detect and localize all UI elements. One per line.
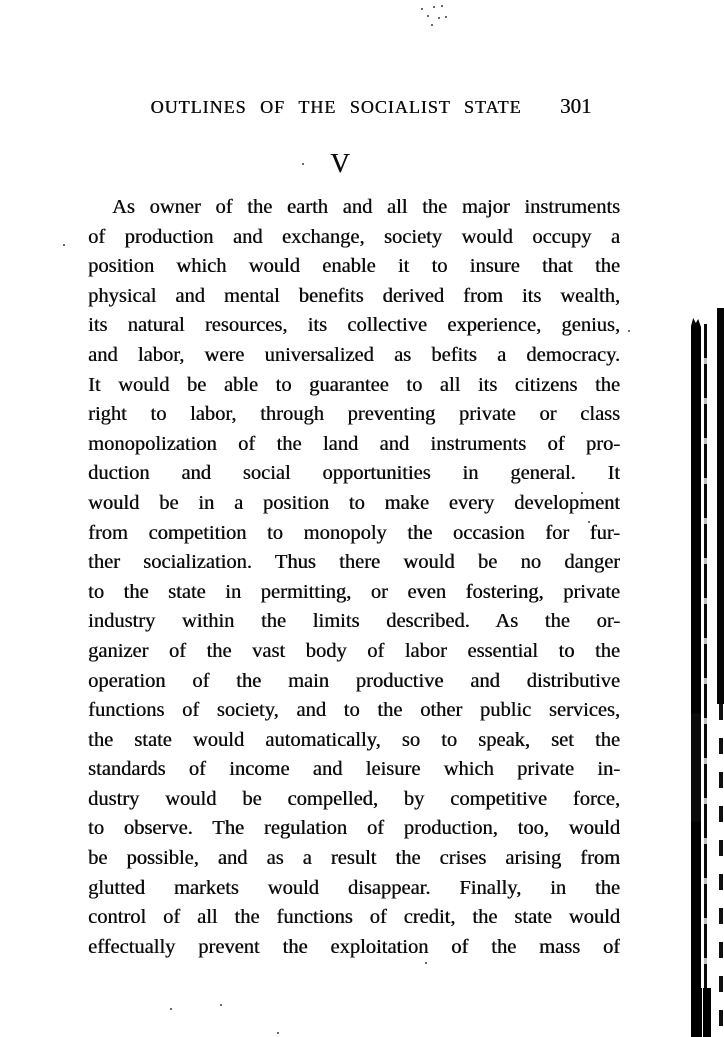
scan-speckle: [445, 16, 447, 18]
text-line: It would be able to guarantee to all its citizens the: [88, 373, 620, 396]
text-line: ganizer of the vast body of labor essential to the: [88, 639, 620, 662]
running-head-title: OUTLINES OF THE SOCIALIST STATE: [150, 97, 522, 117]
scan-speckle: [438, 17, 440, 19]
text-line: operation of the main productive and distributive: [88, 669, 620, 692]
text-line: effectually prevent the exploitation of the mass of: [88, 935, 620, 958]
text-line: and labor, were universalized as befits a democracy.: [88, 343, 620, 366]
section-numeral: V: [330, 148, 350, 178]
scan-speckle: [277, 1032, 279, 1034]
text-line: standards of income and leisure which private in-: [88, 758, 620, 781]
text-line: of production and exchange, society would occupy a: [88, 225, 620, 248]
text-line: be possible, and as a result the crises arising from: [88, 847, 620, 870]
text-line: from competition to monopoly the occasion for fur-: [88, 521, 620, 544]
scan-speckle: [170, 1008, 172, 1010]
binding-shadow-blob: [698, 988, 711, 1037]
scan-speckle: [628, 330, 630, 332]
text-line: industry within the limits described. As the or-: [88, 610, 620, 633]
scan-speckle: [220, 1004, 222, 1006]
text-line: physical and mental benefits derived from its wealth,: [88, 284, 620, 307]
scan-speckle: [63, 244, 65, 246]
text-line: would be in a position to make every development: [88, 491, 620, 514]
text-line: duction and social opportunities in general. It: [88, 462, 620, 485]
text-line: the state would automatically, so to speak, set the: [88, 728, 620, 751]
text-line: control of all the functions of credit, the state would: [88, 906, 620, 929]
scan-speckle: [427, 15, 429, 17]
text-line: to observe. The regulation of production, too, would: [88, 817, 620, 840]
text-line: its natural resources, its collective experience, genius,: [88, 314, 620, 337]
binding-shadow-edge: [717, 308, 724, 704]
text-line: position which would enable it to insure that the: [88, 255, 620, 278]
scan-speckle: [441, 5, 443, 7]
text-line: As owner of the earth and all the major instruments: [112, 196, 620, 218]
binding-shadow-dashes: [719, 704, 723, 1037]
page-number: 301: [560, 94, 592, 118]
binding-shadow-line: [704, 324, 707, 1037]
text-line: to the state in permitting, or even fostering, private: [88, 580, 620, 603]
text-line: ther socialization. Thus there would be no danger: [88, 551, 620, 574]
binding-shadow-main: [691, 318, 701, 1037]
text-line: glutted markets would disappear. Finally, in the: [88, 876, 620, 899]
text-line: functions of society, and to the other public services,: [88, 699, 620, 722]
scan-speckle: [431, 24, 433, 26]
scan-speckle: [433, 6, 435, 8]
text-line: right to labor, through preventing private or class: [88, 403, 620, 426]
text-line: dustry would be compelled, by competitive force,: [88, 787, 620, 810]
scan-speckle: [421, 8, 423, 10]
body-paragraph: [88, 193, 620, 962]
text-line: monopolization of the land and instruments of pro-: [88, 432, 620, 455]
